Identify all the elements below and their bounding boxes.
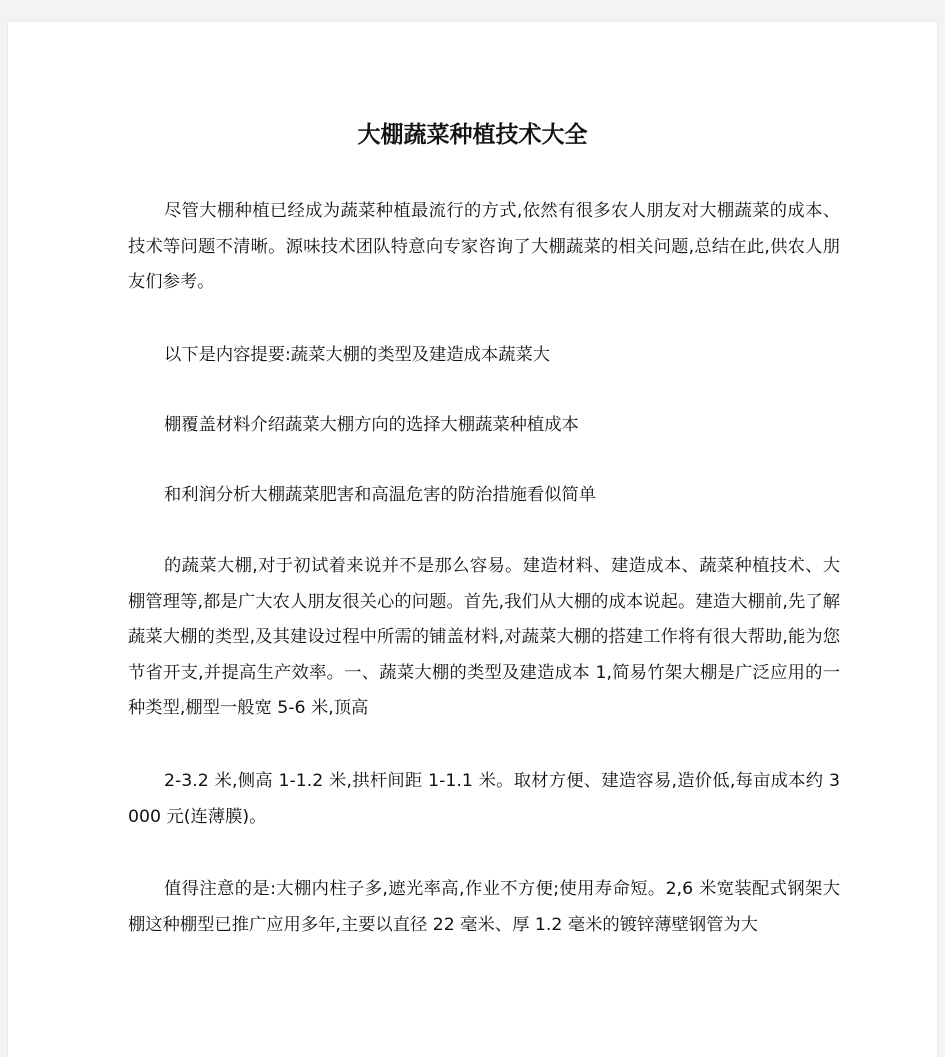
paragraph-summary-3: 和利润分析大棚蔬菜肥害和高温危害的防治措施看似简单 (164, 485, 597, 505)
document-title: 大棚蔬菜种植技术大全 (357, 122, 588, 148)
paragraph-steel-frame: 值得注意的是:大棚内柱子多,遮光率高,作业不方便;使用寿命短。2,6 米宽装配式钢架大棚这种棚型已推广应用多年,主要以直径 22 毫米、厚 1.2 毫米的镀锌薄壁钢管为大 (128, 879, 840, 935)
paragraph-summary-2: 棚覆盖材料介绍蔬菜大棚方向的选择大棚蔬菜种植成本 (164, 415, 579, 435)
document-page (8, 22, 937, 1057)
paragraph-summary-1: 以下是内容提要:蔬菜大棚的类型及建造成本蔬菜大 (164, 345, 551, 365)
paragraph-cost-intro: 的蔬菜大棚,对于初试着来说并不是那么容易。建造材料、建造成本、蔬菜种植技术、大棚管理等,都是广大农人朋友很关心的问题。首先,我们从大棚的成本说起。建造大棚前,先了解蔬菜大棚的类型,及其建设过程中所需的铺盖材料,对蔬菜大棚的搭建工作将有很大帮助,能为您节省开支,并提高生产效率。一、蔬菜大棚的类型及建造成本 1,简易竹架大棚是广泛应用的一种类型,棚型一般宽 5-6 米,顶高 (128, 556, 840, 718)
paragraph-intro: 尽管大棚种植已经成为蔬菜种植最流行的方式,依然有很多农人朋友对大棚蔬菜的成本、技术等问题不清晰。源味技术团队特意向专家咨询了大棚蔬菜的相关问题,总结在此,供农人朋友们参考。 (128, 201, 840, 292)
paragraph-bamboo-specs: 2-3.2 米,侧高 1-1.2 米,拱杆间距 1-1.1 米。取材方便、建造容易,造价低,每亩成本约 3000 元(连薄膜)。 (128, 771, 840, 827)
